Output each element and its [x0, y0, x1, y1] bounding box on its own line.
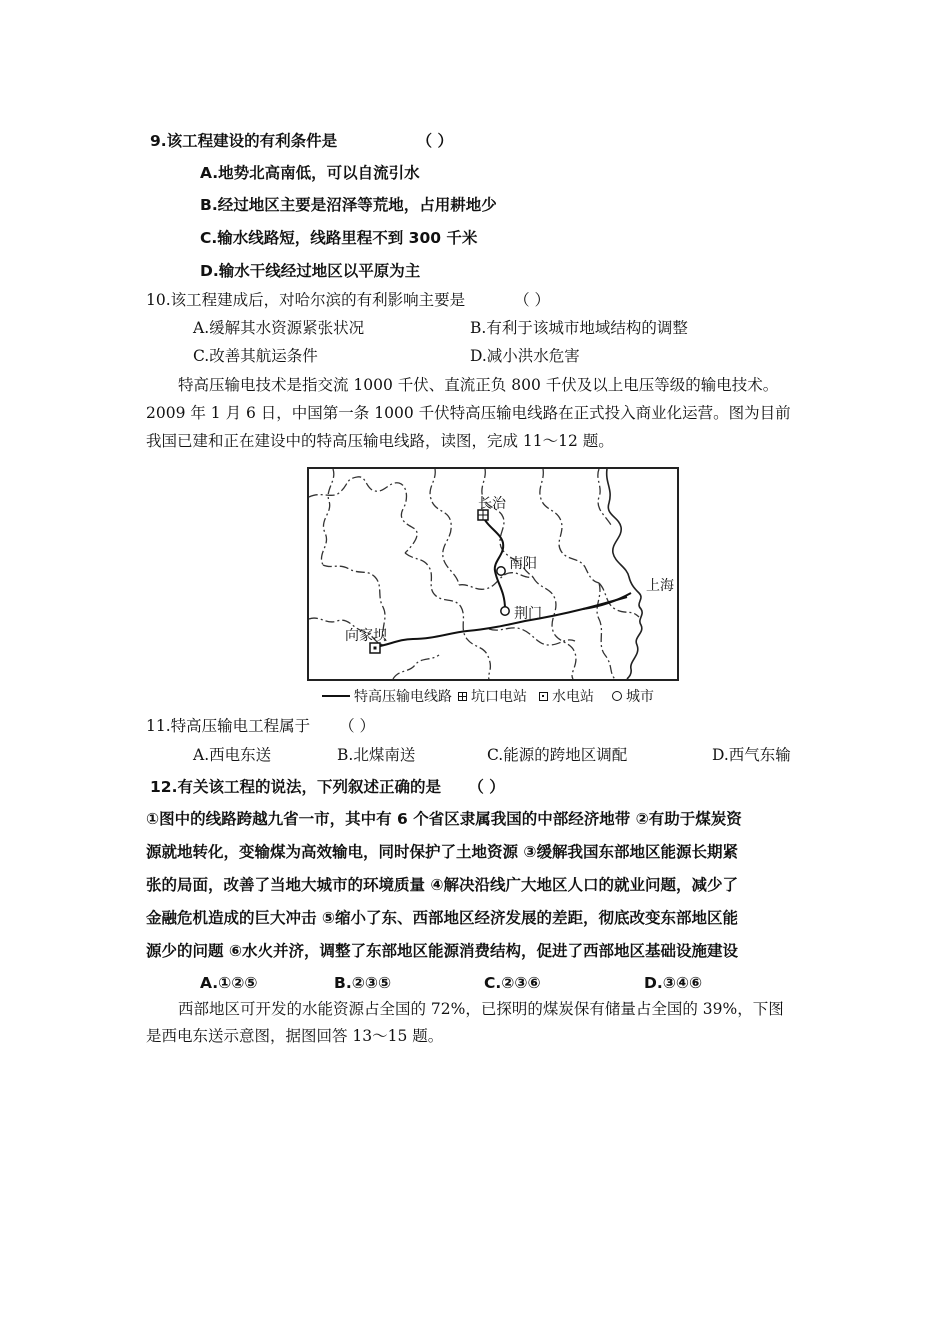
- legend-hydro-label: 水电站: [552, 689, 594, 705]
- map-label-xiangjiaba: 向家坝: [345, 628, 387, 644]
- boundary-15: [393, 655, 439, 679]
- uhv-line-xiangjiaba-shanghai: [375, 597, 627, 647]
- q10-option-b: B.有利于该城市地域结构的调整: [470, 319, 688, 337]
- q10-stem-text: 10.该工程建成后，对哈尔滨的有利影响主要是: [146, 291, 466, 309]
- boundary-12: [489, 628, 575, 645]
- boundary-10: [540, 469, 599, 583]
- q12-stem-text: 12.有关该工程的说法，下列叙述正确的是: [150, 778, 441, 796]
- boundary-9: [533, 577, 576, 679]
- uhv-transmission-map: [307, 467, 679, 681]
- q12-body-line-3: 张的局面，改善了当地大城市的环境质量 ④解决沿线广大地区人口的就业问题，减少了: [146, 876, 739, 894]
- legend-city-icon: [612, 691, 622, 701]
- q9-answer-paren: （ ）: [416, 132, 453, 150]
- city-jingmen: [501, 607, 509, 615]
- map-label-jingmen: 荆门: [514, 606, 542, 622]
- q9-stem-text: 9.该工程建设的有利条件是: [150, 132, 338, 150]
- q11-answer-paren: （ ）: [339, 717, 376, 735]
- map-label-changzhi: 长治: [478, 496, 506, 512]
- boundary-1: [309, 477, 417, 553]
- intro1-line-3: 我国已建和正在建设中的特高压输电线路，读图，完成 11～12 题。: [146, 432, 614, 450]
- q10-stem: [146, 290, 550, 310]
- q12-option-d: D.③④⑥: [644, 974, 703, 992]
- legend-line-symbol: [322, 695, 350, 697]
- q12-body-line-2: 源就地转化，变输煤为高效输电，同时保护了土地资源 ③缓解我国东部地区能源长期紧: [146, 843, 739, 861]
- q11-option-a: A.西电东送: [193, 746, 272, 764]
- intro2-line-1: 西部地区可开发的水能资源占全国的 72%，已探明的煤炭保有储量占全国的 39%，下图: [178, 1000, 784, 1018]
- q9-stem: [150, 131, 453, 151]
- boundary-2: [321, 469, 333, 565]
- q11-option-b: B.北煤南送: [337, 746, 416, 764]
- q10-option-a: A.缓解其水资源紧张状况: [193, 319, 365, 337]
- q11-stem-text: 11.特高压输电工程属于: [146, 717, 311, 735]
- boundary-11: [598, 469, 611, 525]
- map-label-shanghai: 上海: [646, 578, 674, 594]
- legend-pit-label: 坑口电站: [471, 689, 527, 705]
- legend-city-label: 城市: [626, 689, 654, 705]
- q10-answer-paren: （ ）: [514, 291, 551, 309]
- uhv-line-changzhi-jingmen: [483, 516, 505, 609]
- q11-option-d: D.西气东输: [712, 746, 791, 764]
- boundary-4: [405, 553, 490, 679]
- map-legend: [322, 686, 654, 706]
- q9-option-b: B.经过地区主要是沼泽等荒地，占用耕地少: [200, 196, 497, 214]
- q9-option-c: C.输水线路短，线路里程不到 300 千米: [200, 229, 478, 247]
- map-label-nanyang: 南阳: [509, 556, 537, 572]
- q10-option-d: D.减小洪水危害: [470, 347, 580, 365]
- q12-option-c: C.②③⑥: [484, 974, 541, 992]
- q9-option-d: D.输水干线经过地区以平原为主: [200, 262, 421, 280]
- intro1-line-1: 特高压输电技术是指交流 1000 千伏、直流正负 800 千伏及以上电压等级的输电技术。: [178, 376, 779, 394]
- q12-stem: [150, 777, 505, 797]
- boundary-5: [430, 469, 459, 585]
- q12-body-line-1: ①图中的线路跨越九省一市，其中有 6 个省区隶属我国的中部经济地带 ②有助于煤炭资: [146, 810, 742, 828]
- intro2-line-2: 是西电东送示意图，据图回答 13～15 题。: [146, 1027, 444, 1045]
- boundary-14: [597, 583, 615, 679]
- q9-option-a: A.地势北高南低，可以自流引水: [200, 164, 420, 182]
- city-nanyang: [497, 567, 505, 575]
- q12-option-a: A.①②⑤: [200, 974, 258, 992]
- q12-answer-paren: （ ）: [468, 778, 505, 796]
- q11-stem: [146, 716, 375, 736]
- q10-option-c: C.改善其航运条件: [193, 347, 318, 365]
- q12-body-line-4: 金融危机造成的巨大冲击 ⑤缩小了东、西部地区经济发展的差距，彻底改变东部地区能: [146, 909, 739, 927]
- q12-body-line-5: 源少的问题 ⑥水火并济，调整了东部地区能源消费结构，促进了西部地区基础设施建设: [146, 942, 739, 960]
- legend-pit-station-icon: [458, 692, 467, 701]
- intro1-line-2: 2009 年 1 月 6 日，中国第一条 1000 千伏特高压输电线路在正式投入商业化运营。图为目前: [146, 404, 791, 422]
- q11-option-c: C.能源的跨地区调配: [487, 746, 628, 764]
- q12-option-b: B.②③⑤: [334, 974, 392, 992]
- coastline: [607, 469, 642, 679]
- legend-hydro-station-icon: [539, 692, 548, 701]
- legend-line-label: 特高压输电线路: [354, 689, 452, 705]
